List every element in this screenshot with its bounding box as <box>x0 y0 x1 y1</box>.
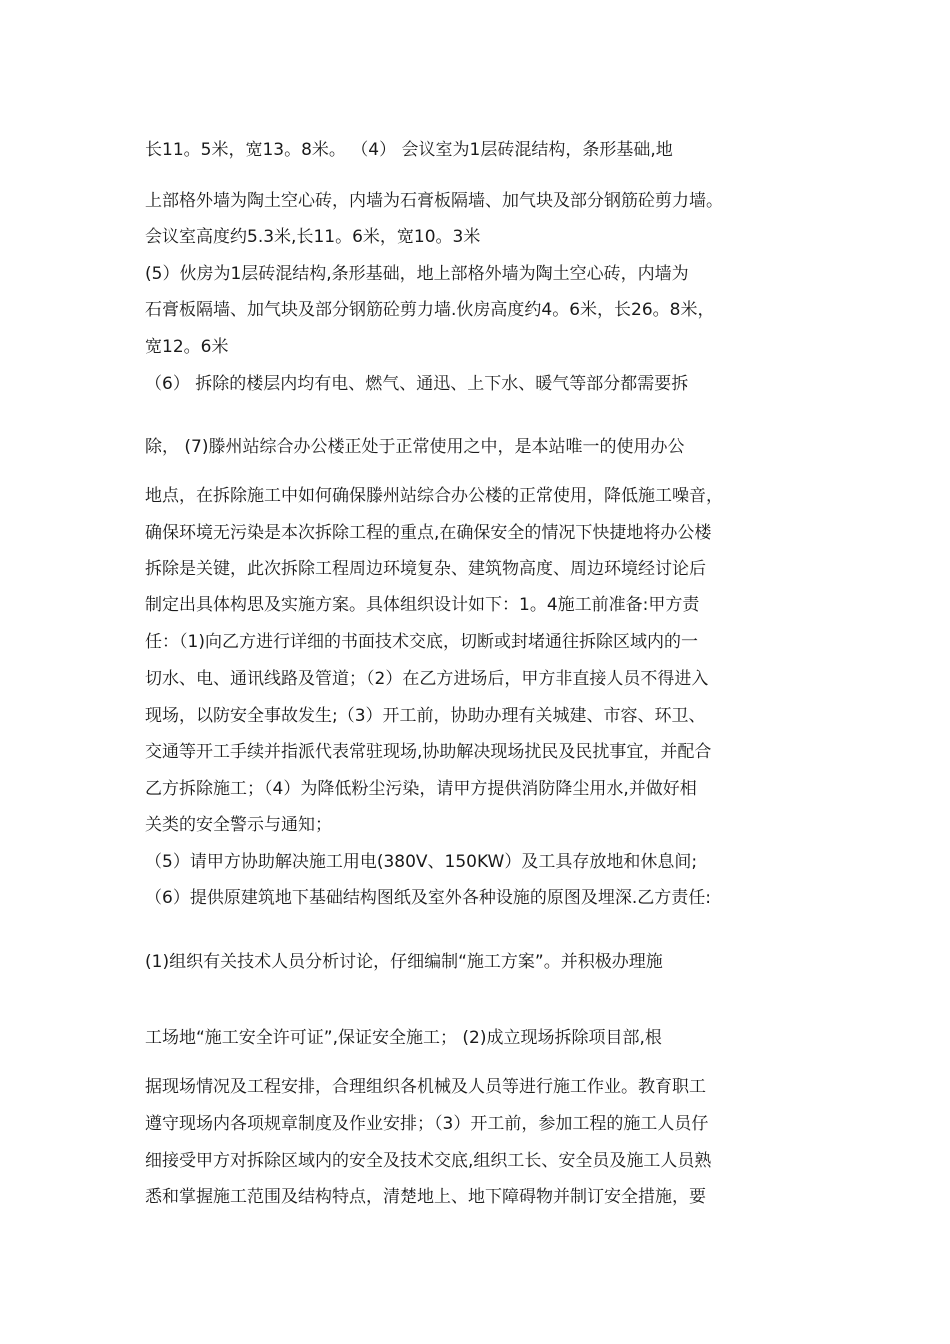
text-line: 石膏板隔墙、加气块及部分钢筋砼剪力墙.伙房高度约4。6米，长26。8米， <box>145 300 715 320</box>
text-line: (1)组织有关技术人员分析讨论，仔细编制“施工方案”。并积极办理施 <box>145 952 663 972</box>
text-line: 确保环境无污染是本次拆除工程的重点,在确保安全的情况下快捷地将办公楼 <box>145 523 712 543</box>
text-line: 除， (7)滕州站综合办公楼正处于正常使用之中，是本站唯一的使用办公 <box>145 437 685 457</box>
text-line: 制定出具体构思及实施方案。具体组织设计如下：1。4施工前准备:甲方责 <box>145 595 700 615</box>
text-line: 长11。5米，宽13。8米。 （4） 会议室为1层砖混结构，条形基础,地 <box>145 140 673 160</box>
text-line: 上部格外墙为陶土空心砖，内墙为石膏板隔墙、加气块及部分钢筋砼剪力墙。 <box>145 191 723 211</box>
text-line: 拆除是关键，此次拆除工程周边环境复杂、建筑物高度、周边环境经讨论后 <box>145 559 706 579</box>
text-line: (5）伙房为1层砖混结构,条形基础，地上部格外墙为陶土空心砖，内墙为 <box>145 264 689 284</box>
text-line: 地点，在拆除施工中如何确保滕州站综合办公楼的正常使用，降低施工噪音， <box>145 486 723 506</box>
text-line: 据现场情况及工程安排，合理组织各机械及人员等进行施工作业。教育职工 <box>145 1077 706 1097</box>
text-line: 遵守现场内各项规章制度及作业安排；（3）开工前，参加工程的施工人员仔 <box>145 1114 709 1134</box>
text-line: 工场地“施工安全许可证”,保证安全施工； (2)成立现场拆除项目部,根 <box>145 1028 662 1048</box>
text-line: 乙方拆除施工；（4）为降低粉尘污染，请甲方提供消防降尘用水,并做好相 <box>145 779 697 799</box>
text-line: 切水、电、通讯线路及管道；（2）在乙方进场后，甲方非直接人员不得进入 <box>145 669 709 689</box>
text-line: 宽12。6米 <box>145 337 229 357</box>
text-line: 悉和掌握施工范围及结构特点，清楚地上、地下障碍物并制订安全措施，要 <box>145 1187 706 1207</box>
text-line: 细接受甲方对拆除区域内的安全及技术交底,组织工长、安全员及施工人员熟 <box>145 1151 712 1171</box>
text-line: （6）提供原建筑地下基础结构图纸及室外各种设施的原图及埋深.乙方责任: <box>145 888 711 908</box>
text-line: （6） 拆除的楼层内均有电、燃气、通迅、上下水、暖气等部分都需要拆 <box>145 374 689 394</box>
text-line: 关类的安全警示与通知； <box>145 815 332 835</box>
text-line: （5）请甲方协助解决施工用电(380V、150KW）及工具存放地和休息间; <box>145 852 698 872</box>
text-line: 会议室高度约5.3米,长11。6米，宽10。3米 <box>145 227 481 247</box>
text-line: 交通等开工手续并指派代表常驻现场,协助解决现场扰民及民扰事宜，并配合 <box>145 742 712 762</box>
text-line: 现场，以防安全事故发生;（3）开工前，协助办理有关城建、市容、环卫、 <box>145 706 706 726</box>
text-line: 任：（1)向乙方进行详细的书面技术交底，切断或封堵通往拆除区域内的一 <box>145 632 698 652</box>
